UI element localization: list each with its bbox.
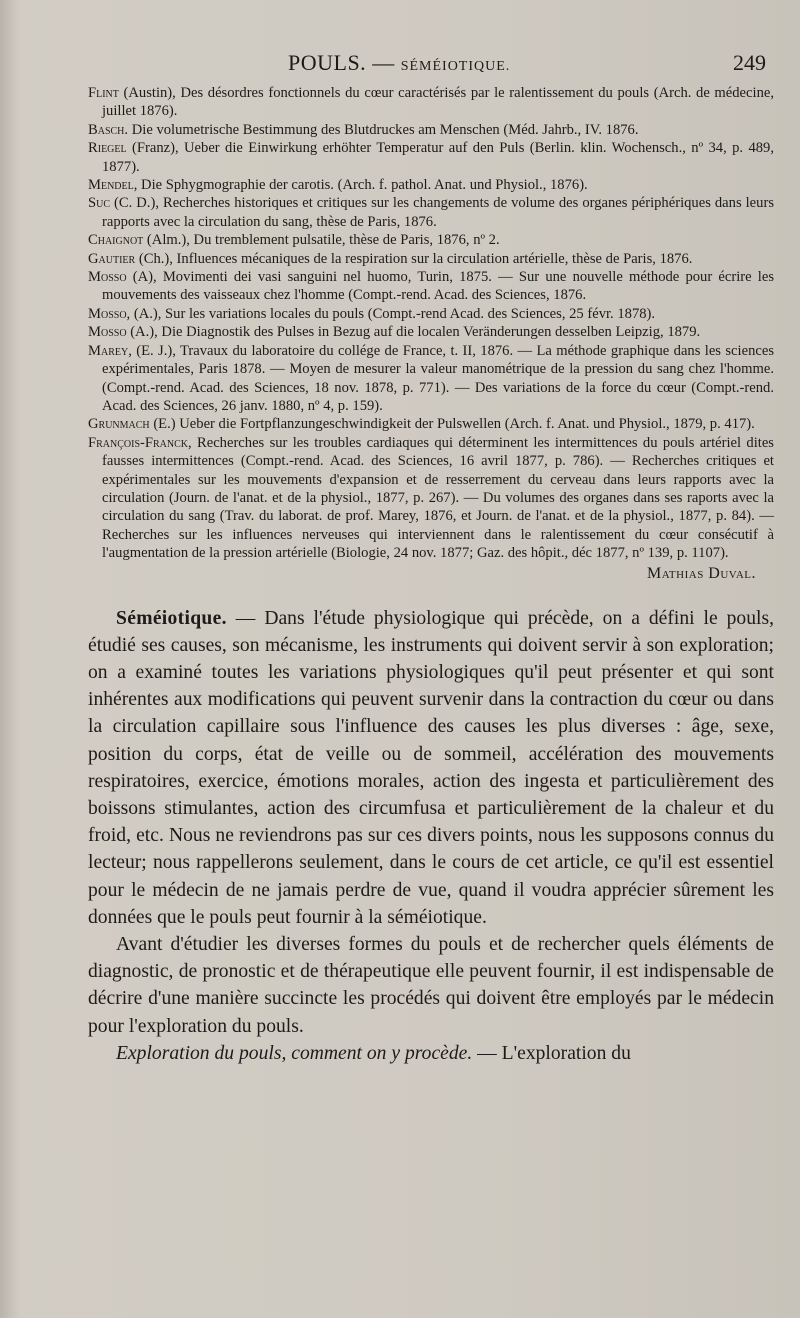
entry-text: , Die Sphygmographie der carotis. (Arch. f. pathol. Anat. und Physiol., 1876). — [133, 177, 588, 194]
bibliography-entry — [88, 268, 774, 305]
entry-text: , Recherches sur les troubles cardiaques qui déterminent les intermittences du pouls artériel dites fausses intermittences (Compt.-rend. Acad. des Sciences, 16 avril 1877, p. 786). — Recherches critiques et expérimentales sur les mouvements d'expansion et de resserrement du cerveau dans leurs rapports avec la circulation (Journ. de l'anat. et de la physiol., 1877, p. 267). — Du volumes des organes dans ses raports avec la circulation du sang (Trav. du laborat. de prof. Marey, 1876, et Journ. de l'anat. et de la physiol., 1877, p. 84). — Recherches sur les influences nerveuses qui interviennent dans le ralentissement du cœur consécutif à l'augmentation de la pression artérielle (Biologie, 24 nov. 1877; Gaz. des hôpit., déc 1877, nº 139, p. 1107). — [102, 434, 774, 562]
bibliography-entry — [88, 323, 774, 341]
entry-author: Grunmach — [88, 416, 150, 433]
entry-author: Mosso — [88, 305, 127, 322]
article-signature: Mathias Duval. — [646, 564, 756, 582]
running-title — [288, 50, 510, 76]
bibliography-entry — [88, 139, 774, 176]
bibliography-entry — [88, 176, 774, 194]
entry-author: Riegel — [88, 140, 127, 157]
bibliography-entry — [88, 305, 774, 323]
entry-author: François-Franck — [88, 434, 188, 451]
page-number: 249 — [733, 50, 766, 75]
bibliography-entry — [88, 231, 774, 249]
paragraph-exploration — [88, 1040, 774, 1067]
page-header — [88, 44, 774, 78]
entry-text: (A.), Die Diagnostik des Pulses in Bezug auf die localen Veränderungen desselben Leipzig, 1879. — [126, 324, 701, 341]
entry-text: (Franz), Ueber die Einwirkung erhöhter Temperatur auf den Puls (Berlin. klin. Wochensch., nº 34, p. 489, 1877). — [102, 140, 774, 175]
bibliography-entry — [88, 434, 774, 563]
entry-author: Suc — [88, 195, 111, 212]
entry-author: Basch — [88, 121, 125, 138]
entry-author: Chaignot — [88, 232, 144, 249]
entry-text: , (E. J.), Travaux du laboratoire du collége de France, t. II, 1876. — La méthode graphique dans les sciences expérimentales, Paris 1878. — Moyen de mesurer la valeur manométrique de la pression du sang chez l'homme. (Compt.-rend. Acad. des Sciences, 18 nov. 1878, p. 771). — Des variations de la force du cœur (Compt.-rend. Acad. des Sciences, 26 janv. 1880, nº 4, p. 159). — [102, 342, 774, 414]
bibliography-entry — [88, 250, 774, 268]
subheading-exploration: Exploration du pouls, comment on y procède. — [116, 1042, 473, 1064]
entry-text: (A), Movimenti dei vasi sanguini nel huomo, Turin, 1875. — Sur une nouvelle méthode pour écrire les mouvements des vaisseaux chez l'homme (Compt.-rend. Acad. des Sciences, 1876. — [102, 269, 774, 304]
bibliography-entry — [88, 84, 774, 121]
entry-text: (Alm.), Du tremblement pulsatile, thèse de Paris, 1876, nº 2. — [143, 232, 500, 249]
entry-author: Mosso — [88, 269, 127, 286]
running-title-dash: — — [366, 50, 401, 75]
paragraph-text: — L'exploration du — [472, 1042, 631, 1064]
entry-text: , (A.), Sur les variations locales du pouls (Compt.-rend Acad. des Sciences, 25 févr. 1878). — [126, 305, 656, 322]
paragraph-avant: Avant d'étudier les diverses formes du pouls et de rechercher quels éléments de diagnostic, de pronostic et de thérapeutique elle peuvent fournir, il est indispensable de décrire d'une manière succincte les procédés qui doivent être employés par le médecin pour l'exploration du pouls. — [88, 934, 774, 1037]
bibliography-entry — [88, 121, 774, 139]
entry-text: (E.) Ueber die Fortpflanzungeschwindigkeit der Pulswellen (Arch. f. Anat. und Physiol., 1879, p. 417). — [149, 416, 755, 433]
entry-author: Flint — [88, 85, 119, 101]
section-body — [88, 605, 774, 1067]
running-title-main: POULS. — [288, 50, 367, 75]
entry-text: (Ch.), Influences mécaniques de la respiration sur la circulation artérielle, thèse de Paris, 1876. — [135, 250, 693, 267]
bibliography-entry — [88, 194, 774, 231]
entry-author: Gautier — [88, 250, 136, 267]
entry-text: (C. D.), Recherches historiques et critiques sur les changements de volume des organes périphériques dans leurs rapports avec la circulation du sang, thèse de Paris, 1876. — [102, 195, 774, 230]
paragraph-semeiotique — [88, 605, 774, 931]
entry-text: (Austin), Des désordres fonctionnels du cœur caractérisés par le ralentissement du pouls (Arch. de médecine, juillet 1876). — [102, 85, 774, 120]
section-heading: Séméiotique. — [116, 607, 227, 629]
bibliography-list — [88, 84, 774, 563]
entry-author: Marey — [88, 342, 129, 359]
entry-author: Mosso — [88, 324, 127, 341]
paragraph-text: — Dans l'étude physiologique qui précède, on a défini le pouls, étudié ses causes, son mécanisme, les instruments qui doivent servir à son exploration; on a examiné toutes les variations physiologiques qu'il peut présenter et qui sont inhérentes aux modifications qui peuvent survenir dans la contraction du cœur ou dans la circulation capillaire sous l'influence des causes les plus diverses : âge, sexe, position du corps, état de veille ou de sommeil, accélération des mouvements respiratoires, exercice, émotions morales, action des ingesta et particulièrement des boissons stimulantes, action des circumfusa et particulièrement de la chaleur et du froid, etc. Nous ne reviendrons pas sur ces divers points, nous les supposons connus du lecteur; nous rappellerons seulement, dans le cours de cet article, ce qu'il est essentiel pour le médecin de ne jamais perdre de vue, quand il voudra apprécier sûrement les données que le pouls peut fournir à la séméiotique. — [88, 607, 774, 928]
entry-text: . Die volumetrische Bestimmung des Blutdruckes am Menschen (Méd. Jahrb., IV. 1876. — [124, 121, 639, 138]
entry-author: Mendel — [88, 177, 134, 194]
running-title-sub: SÉMÉIOTIQUE. — [400, 59, 511, 74]
bibliography-entry — [88, 342, 774, 416]
bibliography-entry — [88, 415, 774, 433]
